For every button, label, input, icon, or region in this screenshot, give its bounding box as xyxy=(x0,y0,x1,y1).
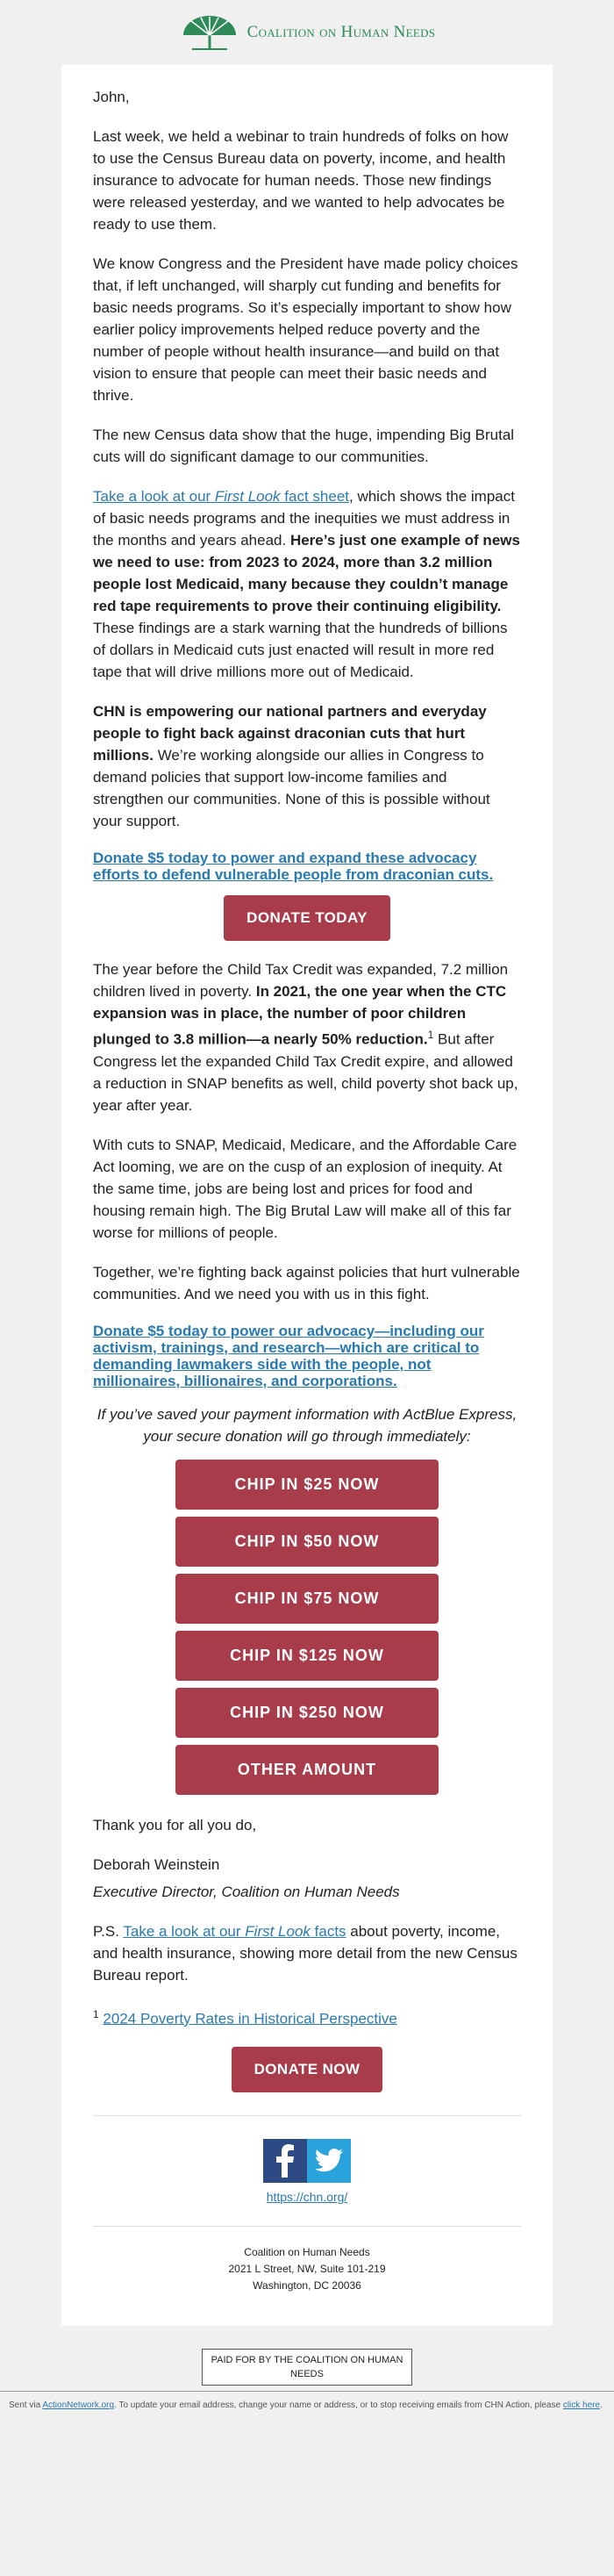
mailing-address: Coalition on Human Needs 2021 L Street, NW, Suite 101-219 Washington, DC 20036 xyxy=(228,2246,386,2293)
donate-link-2[interactable]: Donate $5 today to power our advocacy—including our activism, trainings, and research—which are critical to demanding lawmakers side with the people, not millionaires, billionaires, and corporations. xyxy=(93,1322,484,1389)
tree-logo-icon xyxy=(179,14,240,51)
chip-in-250-button[interactable]: CHIP IN $250 NOW xyxy=(175,1688,439,1738)
other-amount-button[interactable]: OTHER AMOUNT xyxy=(175,1745,439,1795)
first-look-fact-sheet-link[interactable]: Take a look at our First Look fact sheet xyxy=(93,488,349,505)
postscript: P.S. Take a look at our First Look facts about poverty, income, and health insurance, showing more detail from the new Census Bureau report. xyxy=(93,1922,518,1984)
email-body xyxy=(61,65,553,2326)
donate-link-1[interactable]: Donate $5 today to power and expand these advocacy efforts to defend vulnerable people from draconian cuts. xyxy=(93,850,494,883)
signature-title: Executive Director, Coalition on Human Needs xyxy=(93,1883,400,1900)
social-links xyxy=(93,2139,521,2183)
signature xyxy=(93,1854,521,1903)
closing-thanks: Thank you for all you do, xyxy=(93,1816,257,1833)
twitter-icon[interactable] xyxy=(307,2139,351,2183)
chn-website-link[interactable]: https://chn.org/ xyxy=(266,2190,348,2205)
actblue-note: If you’ve saved your payment information with ActBlue Express, your secure donation will go through immediately: xyxy=(96,1405,518,1445)
greeting: John, xyxy=(93,89,130,105)
paragraph-policy: We know Congress and the President have made policy choices that, if left unchanged, will sharply cut funding and benefits for basic needs programs. So it’s especially important to show how earlier policy improvements helped reduce poverty and the number of people without health insurance—and build on that vision to ensure that people can meet their basic needs and thrive. xyxy=(93,255,518,404)
paragraph-cuts: With cuts to SNAP, Medicaid, Medicare, and the Affordable Care Act looming, we are on the cusp of an explosion of inequity. At the same time, jobs are being lost and prices for food and housing remain high. The Big Brutal Law will make all of this far worse for millions of people. xyxy=(93,1136,518,1241)
paragraph-medicaid: Take a look at our First Look fact sheet, which shows the impact of basic needs programs and the inequities we must address in the months and years ahead. Here’s just one example of news we need to use: from 2023 to 2024, more than 3.2 million people lost Medicaid, many because they couldn’t manage red tape requirements to prove their continuing eligibility. These findings are a stark warning that the hundreds of billions of dollars in Medicaid cuts just enacted will result in more red tape that will drive millions more out of Medicaid. xyxy=(93,488,520,680)
unsubscribe-link[interactable]: click here xyxy=(562,2400,601,2411)
email-footer: Sent via ActionNetwork.org. To update your email address, change your name or address, or to stop receiving emails from CHN Action, please click here. xyxy=(0,2391,614,2419)
footnote: $^1$ 2024 Poverty Rates in Historical Perspective xyxy=(93,2007,397,2027)
divider xyxy=(93,2226,521,2227)
facebook-icon[interactable] xyxy=(263,2139,307,2183)
org-name: Coalition on Human Needs xyxy=(246,23,436,41)
donate-today-button[interactable]: DONATE TODAY xyxy=(224,895,390,941)
divider xyxy=(93,2115,521,2116)
actionnetwork-link[interactable]: ActionNetwork.org xyxy=(42,2400,115,2411)
signature-name: Deborah Weinstein xyxy=(93,1855,220,1873)
donate-now-button[interactable]: DONATE NOW xyxy=(232,2047,383,2092)
chip-in-buttons xyxy=(93,1460,521,1795)
paragraph-webinar: Last week, we held a webinar to train hundreds of folks on how to use the Census Bureau data on poverty, income, and health insurance to advocate for human needs. Those new findings were released yesterday, and we wanted to help advocates be ready to use them. xyxy=(93,128,509,233)
paragraph-census: The new Census data show that the huge, impending Big Brutal cuts will do significant damage to our communities. xyxy=(93,427,515,465)
poverty-rates-link[interactable]: 2024 Poverty Rates in Historical Perspective xyxy=(103,2010,397,2027)
paragraph-ctc: The year before the Child Tax Credit was expanded, 7.2 million children lived in poverty. In 2021, the one year when the CTC expansion was in place, the number of poor children plunged to 3.8 million—a nearly 50% reduction.$^1$ But after Congress let the expanded Child Tax Credit expire, and allowed a reduction in SNAP benefits as well, child poverty shot back up, year after year. xyxy=(93,961,518,1114)
chip-in-125-button[interactable]: CHIP IN $125 NOW xyxy=(175,1631,439,1681)
paid-for-disclaimer: PAID FOR BY THE COALITION ON HUMAN NEEDS xyxy=(202,2349,412,2386)
email-header xyxy=(0,0,614,65)
first-look-facts-link[interactable]: Take a look at our First Look facts xyxy=(123,1922,346,1940)
chip-in-25-button[interactable]: CHIP IN $25 NOW xyxy=(175,1460,439,1510)
paragraph-together: Together, we’re fighting back against policies that hurt vulnerable communities. And we need you with us in this fight. xyxy=(93,1263,520,1302)
footnote-marker: 1 xyxy=(427,1029,434,1041)
chn-logo[interactable] xyxy=(179,14,436,51)
paragraph-empowering: CHN is empowering our national partners and everyday people to fight back against draconian cuts that hurt millions. We’re working alongside our allies in Congress to demand policies that support low-income families and strengthen our communities. None of this is possible without your support. xyxy=(93,703,490,829)
chip-in-75-button[interactable]: CHIP IN $75 NOW xyxy=(175,1574,439,1624)
chip-in-50-button[interactable]: CHIP IN $50 NOW xyxy=(175,1517,439,1567)
